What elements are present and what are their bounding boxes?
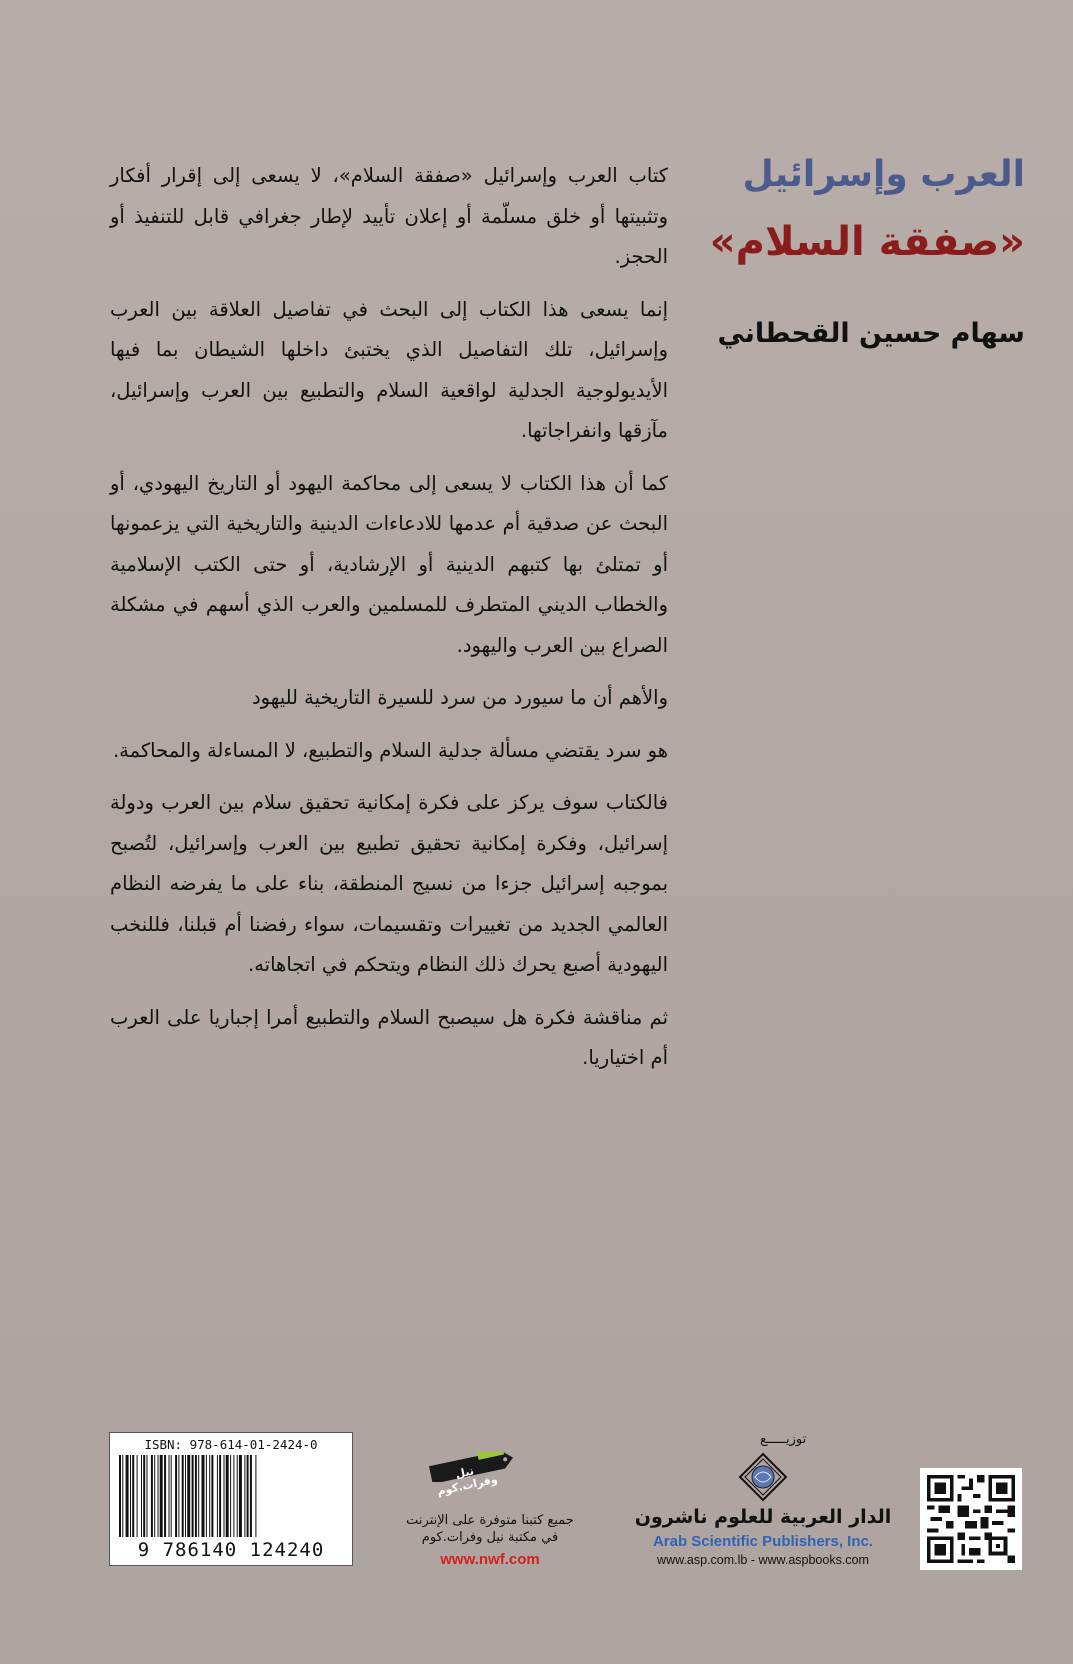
barcode-icon	[118, 1455, 344, 1537]
blurb-paragraph: كما أن هذا الكتاب لا يسعى إلى محاكمة اليهود أو التاريخ اليهودي، أو البحث عن صدقية أم عدمها للادعاءات الدينية والتاريخية التي يزعمونها أو تمتلئ بها كتبهم الدينية أو الإرشادية، أو حتى الكتب الإسلامية والخطاب الديني المتطرف للمسلمين والعرب الذي أسهم في مشكلة الصراع بين العرب واليهود.	[110, 471, 668, 657]
publisher-name-en: Arab Scientific Publishers, Inc.	[652, 1533, 874, 1550]
nwf-tag-label: نيل وفرات.كوم	[436, 1464, 499, 1499]
blurb-paragraph: هو سرد يقتضي مسألة جدلية السلام والتطبيع، لا المساءلة والمحاكمة.	[112, 738, 668, 762]
book-subtitle: «صفقة السلام»	[709, 219, 1025, 265]
title-block	[695, 150, 1025, 354]
isbn-barcode	[109, 1432, 353, 1566]
nwf-url: www.nwf.com	[440, 1551, 540, 1568]
author-name: سهام حسين القحطاني	[717, 318, 1025, 349]
nwf-availability	[385, 1512, 595, 1546]
book-title: العرب وإسرائيل	[742, 154, 1025, 195]
publisher-logo-icon	[738, 1452, 788, 1502]
publisher-name-ar: الدار العربية للعلوم ناشرون	[634, 1506, 892, 1528]
nwf-line-2: في مكتبة نيل وفرات.كوم	[421, 1530, 559, 1545]
blurb-paragraph: كتاب العرب وإسرائيل «صفقة السلام»، لا يسعى إلى إقرار أفكار وتثبيتها أو خلق مسلّمة أو إعلان تأييد لإطار جغرافي قابل للتنفيذ أو الحجز.	[110, 164, 668, 268]
blurb-paragraph: فالكتاب سوف يركز على فكرة إمكانية تحقيق سلام بين العرب ودولة إسرائيل، وفكرة إمكانية تحقيق تطبيع بين العرب وإسرائيل، لتُصبح بموجبه إسرائيل جزءا من نسيج المنطقة، بناء على ما يفرضه النظام العالمي الجديد من تغييرات وتقسيمات، سواء رفضنا أم قبلنا، فللنخب اليهودية أصبع يحرك ذلك النظام ويتحكم في اتجاهاته.	[110, 791, 668, 976]
isbn-label: ISBN: 978-614-01-2424-0	[144, 1437, 318, 1452]
blurb-paragraph: ثم مناقشة فكرة هل سيصبح السلام والتطبيع أمرا إجباريا على العرب أم اختياريا.	[110, 1005, 668, 1069]
blurb-paragraph: والأهم أن ما سيورد من سرد للسيرة التاريخية لليهود	[251, 686, 668, 709]
publisher-websites: www.asp.com.lb - www.aspbooks.com	[657, 1553, 869, 1567]
distribution-label: توزيـــــع	[760, 1432, 807, 1447]
blurb-paragraph: إنما يسعى هذا الكتاب إلى البحث في تفاصيل العلاقة بين العرب وإسرائيل، تلك التفاصيل الذي يختبئ داخلها الشيطان بما فيها الأيديولوجية الجدلية لواقعية السلام والتطبيع بين العرب وإسرائيل، مآزقها وانفراجاتها.	[110, 297, 668, 442]
qr-code	[920, 1468, 1022, 1570]
qr-code-icon	[923, 1471, 1019, 1567]
nwf-line-1: جميع كتبنا متوفرة على الإنترنت	[406, 1513, 574, 1528]
isbn-digits: 9 786140 124240	[137, 1539, 325, 1561]
blurb-text	[110, 156, 668, 1091]
